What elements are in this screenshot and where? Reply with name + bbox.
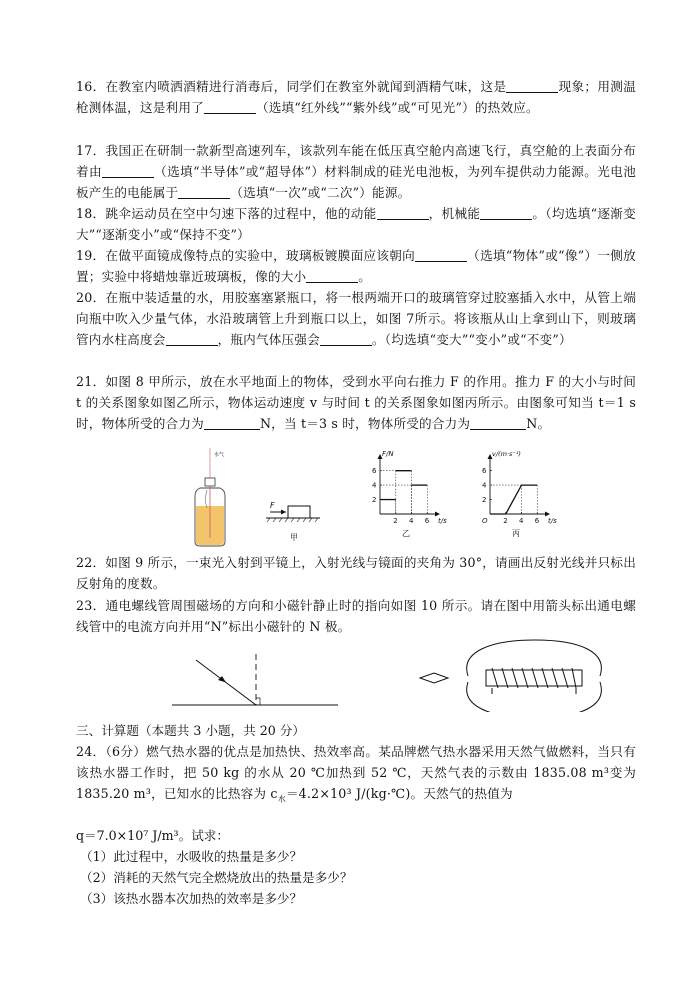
q24-sub-1: （1）此过程中，水吸收的热量是多少？ — [80, 849, 303, 864]
answer-blank[interactable] — [204, 99, 256, 114]
ground-hatch — [291, 518, 294, 522]
bing-y-tick-label: 6 — [482, 467, 487, 476]
q18-text-3: 。（均选填“逐渐变大”“逐渐变小”或“保持不变”） — [76, 206, 636, 242]
question-19 — [76, 245, 636, 287]
q17-text-2: （选填“半导体”或“超导体”）材料制成的硅光电池板，为列车提供动力能源。光电池板产生的电能属于 — [76, 164, 636, 200]
bing-velocity-line — [490, 485, 537, 514]
ground-hatch — [285, 518, 288, 522]
yi-y-label: F/N — [382, 450, 394, 458]
question-22 — [76, 552, 636, 594]
yi-x-tick-label: 2 — [393, 517, 398, 525]
q18-text-1: 18．跳伞运动员在空中匀速下落的过程中，他的动能 — [76, 206, 377, 221]
answer-blank[interactable] — [166, 331, 218, 346]
force-label: F — [270, 501, 275, 510]
section-3-title: 三、计算题（本题共 3 小题，共 20 分） — [76, 723, 305, 738]
answer-blank[interactable] — [102, 163, 154, 178]
q16-text-3: （选填“红外线”“紫外线”或“可见光”）的热效应。 — [255, 100, 539, 115]
answer-blank[interactable] — [415, 247, 467, 262]
question-18 — [76, 203, 636, 245]
figure-9-10 — [160, 632, 610, 712]
answer-blank[interactable] — [178, 184, 230, 199]
ground-hatch — [303, 518, 306, 522]
figure-10-solenoid — [420, 640, 601, 712]
q22-text: 22．如图 9 所示，一束光入射到平镜上，入射光线与镜面的夹角为 30°，请画出反射光线并只标出反射角的度数。 — [76, 555, 636, 591]
bing-y-tick-label: 4 — [482, 481, 487, 490]
small-compass-needle — [420, 673, 448, 683]
bing-x-label: t/s — [548, 517, 557, 525]
caption-jia: 甲 — [290, 533, 298, 542]
ground-hatch — [267, 518, 270, 522]
solenoid-core — [486, 670, 582, 686]
figure-7-8 — [180, 446, 580, 550]
question-21 — [76, 371, 636, 434]
yi-y-tick-label: 4 — [372, 481, 377, 490]
bing-origin-label: O — [482, 517, 488, 525]
yi-x-label: t/s — [438, 517, 447, 525]
ground-hatch — [279, 518, 282, 522]
force-arrowhead — [281, 510, 286, 515]
question-24 — [76, 741, 636, 810]
q20-text-2: ，瓶内气体压强会 — [217, 332, 320, 347]
ground-hatch — [273, 518, 276, 522]
answer-blank[interactable] — [306, 268, 358, 283]
bing-x-tick-label: 6 — [534, 517, 540, 525]
q19-text-2: （选填“物体”或“像”）一侧放置；实验中将蜡烛靠近玻璃板，像的大小 — [76, 248, 636, 284]
question-20 — [76, 287, 636, 350]
q19-text-3: 。 — [358, 269, 372, 284]
q16-text-2: 现象；用测温枪测体温，这是利用了 — [76, 79, 637, 115]
figure-8-jia — [266, 501, 320, 542]
q24-text-2: ＝4.2×10³ J/(kg·℃)。天然气的热值为 — [285, 786, 513, 801]
q17-text-1: 17．我国正在研制一款新型高速列车，该款列车能在低压真空舱内高速飞行，真空舱的上表面分布着由 — [76, 143, 636, 179]
bottle-label: 水气 — [214, 452, 225, 458]
question-16 — [76, 76, 636, 118]
ground-hatch — [315, 518, 318, 522]
q21-text-1: 21．如图 8 甲所示，放在水平地面上的物体，受到水平向右推力 F 的作用。推力 F 的大小与时间 t 的关系图象如图乙所示，物体运动速度 v 与时间 t 的关系图象如图丙所示。由图象可知当 t＝1 s 时，物体所受的合力为 — [76, 374, 636, 431]
q16-text-1: 16．在教室内喷洒酒精进行消毒后，同学们在教室外就闻到酒精气味，这是 — [76, 79, 507, 94]
answer-blank[interactable] — [480, 205, 532, 220]
q21-text-3: N。 — [526, 416, 551, 431]
question-17 — [76, 140, 636, 203]
ground-hatch — [309, 518, 312, 522]
answer-blank[interactable] — [377, 205, 429, 220]
question-23 — [76, 595, 636, 637]
yi-y-tick-label: 2 — [372, 496, 377, 505]
yi-x-arrowhead — [435, 512, 440, 517]
yi-y-tick-label: 6 — [372, 467, 377, 476]
figure-9-mirror — [172, 654, 338, 705]
q20-text-3: 。（均选填“变大”“变小”或“不变”） — [371, 332, 572, 347]
q20-text-1: 20．在瓶中装适量的水，用胶塞塞紧瓶口，将一根两端开口的玻璃管穿过胶塞插入水中，从管上端向瓶中吹入少量气体，水沿玻璃管上升到瓶口以上，如图 7所示。将该瓶从山上拿到山下，则玻璃管内水柱高度会 — [76, 290, 636, 347]
q19-text-1: 19．在做平面镜成像特点的实验中，玻璃板镀膜面应该朝向 — [76, 248, 416, 263]
yi-x-tick-label: 4 — [409, 517, 414, 525]
bing-x-arrowhead — [545, 512, 550, 517]
q21-text-2: N，当 t＝3 s 时，物体所受的合力为 — [259, 416, 471, 431]
bing-x-tick-label: 4 — [519, 517, 524, 525]
block — [288, 506, 310, 518]
caption-yi: 乙 — [402, 529, 410, 538]
q24-sub-2: （2）消耗的天然气完全燃烧放出的热量是多少？ — [80, 870, 353, 885]
caption-bing: 丙 — [512, 529, 520, 538]
right-angle-mark — [256, 698, 260, 705]
bing-y-tick-label: 2 — [482, 496, 487, 505]
bing-x-tick-label: 2 — [503, 517, 508, 525]
rubber-stopper — [205, 478, 215, 486]
bing-y-label: v/(m·s⁻¹) — [492, 450, 521, 458]
chart-yi — [372, 450, 447, 538]
q23-text: 23．通电螺线管周围磁场的方向和小磁针静止时的指向如图 10 所示。请在图中用箭头标出通电螺线管中的电流方向并用“N”标出小磁针的 N 极。 — [76, 598, 636, 634]
q17-text-3: （选填“一次”或“二次”）能源。 — [230, 185, 411, 200]
q24-text-1: 24．（6分）燃气热水器的优点是加热快、热效率高。某品牌燃气热水器采用天然气做燃料，当只有该热水器工作时，把 50 kg 的水从 20 ℃加热到 52 ℃，天然气表的示数由 1835.08 m³变为 1835.20 m³，已知水的比热容为 c — [76, 744, 636, 801]
answer-blank[interactable] — [470, 415, 526, 430]
ground-hatch — [297, 518, 300, 522]
q18-text-2: ，机械能 — [428, 206, 481, 221]
answer-blank[interactable] — [506, 78, 558, 93]
q24-heat-value: q＝7.0×10⁷ J/m³。试求： — [76, 828, 229, 843]
chart-bing — [482, 450, 557, 538]
q24-sub-3: （3）该热水器本次加热的效率是多少？ — [80, 891, 303, 906]
yi-x-tick-label: 6 — [424, 517, 430, 525]
bottle-figure — [195, 448, 225, 546]
answer-blank[interactable] — [320, 331, 372, 346]
answer-blank[interactable] — [204, 415, 260, 430]
q24-water-subscript: 水 — [277, 794, 286, 804]
